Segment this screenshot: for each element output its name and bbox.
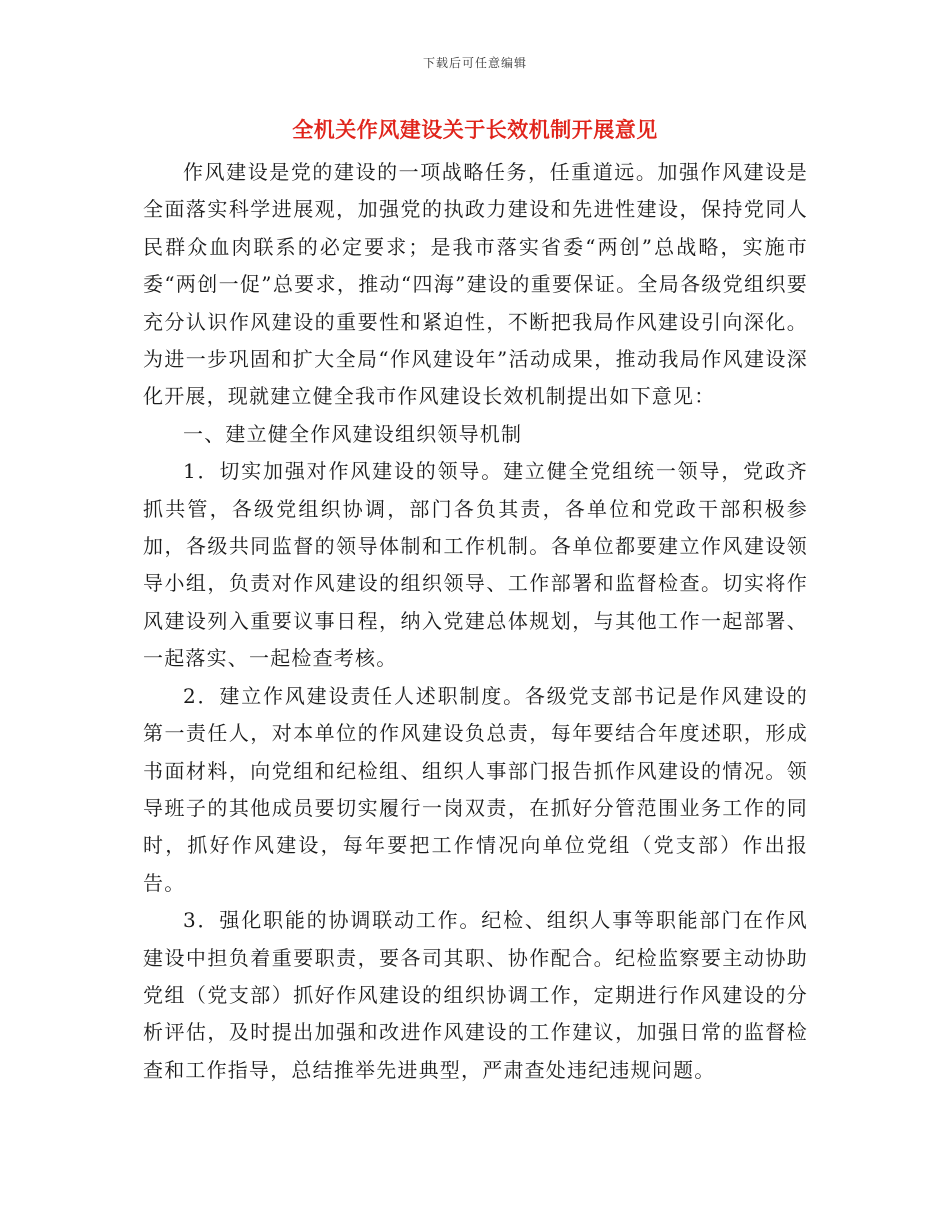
paragraph-item-2: 2．建立作风建设责任人述职制度。各级党支部书记是作风建设的第一责任人，对本单位的作风建设负总责，每年要结合年度述职，形成书面材料，向党组和纪检组、组织人事部门报告抓作风建设的情况。领导班子的其他成员要切实履行一岗双责，在抓好分管范围业务工作的同时，抓好作风建设，每年要把工作情况向单位党组（党支部）作出报告。 [143,683,808,895]
document-body [143,154,808,1089]
paragraph-intro: 作风建设是党的建设的一项战略任务，任重道远。加强作风建设是全面落实科学进展观，加强党的执政力建设和先进性建设，保持党同人民群众血肉联系的必定要求；是我市落实省委“两创”总战略，实施市委“两创一促”总要求，推动“四海”建设的重要保证。全局各级党组织要充分认识作风建设的重要性和紧迫性，不断把我局作风建设引向深化。为进一步巩固和扩大全局“作风建设年”活动成果，推动我局作风建设深化开展，现就建立健全我市作风建设长效机制提出如下意见： [143,160,808,409]
section-heading-1: 一、建立健全作风建设组织领导机制 [183,421,523,446]
document-title: 全机关作风建设关于长效机制开展意见 [292,118,658,142]
paragraph-item-1: 1．切实加强对作风建设的领导。建立健全党组统一领导，党政齐抓共管，各级党组织协调，部门各负其责，各单位和党政干部积极参加，各级共同监督的领导体制和工作机制。各单位都要建立作风建设领导小组，负责对作风建设的组织领导、工作部署和监督检查。切实将作风建设列入重要议事日程，纳入党建总体规划，与其他工作一起部署、一起落实、一起检查考核。 [143,459,808,671]
paragraph-item-3: 3．强化职能的协调联动工作。纪检、组织人事等职能部门在作风建设中担负着重要职责，要各司其职、协作配合。纪检监察要主动协助党组（党支部）抓好作风建设的组织协调工作，定期进行作风建设的分析评估，及时提出加强和改进作风建设的工作建议，加强日常的监督检查和工作指导，总结推举先进典型，严肃查处违纪违规问题。 [143,908,808,1082]
header-note: 下载后可任意编辑 [422,56,527,70]
